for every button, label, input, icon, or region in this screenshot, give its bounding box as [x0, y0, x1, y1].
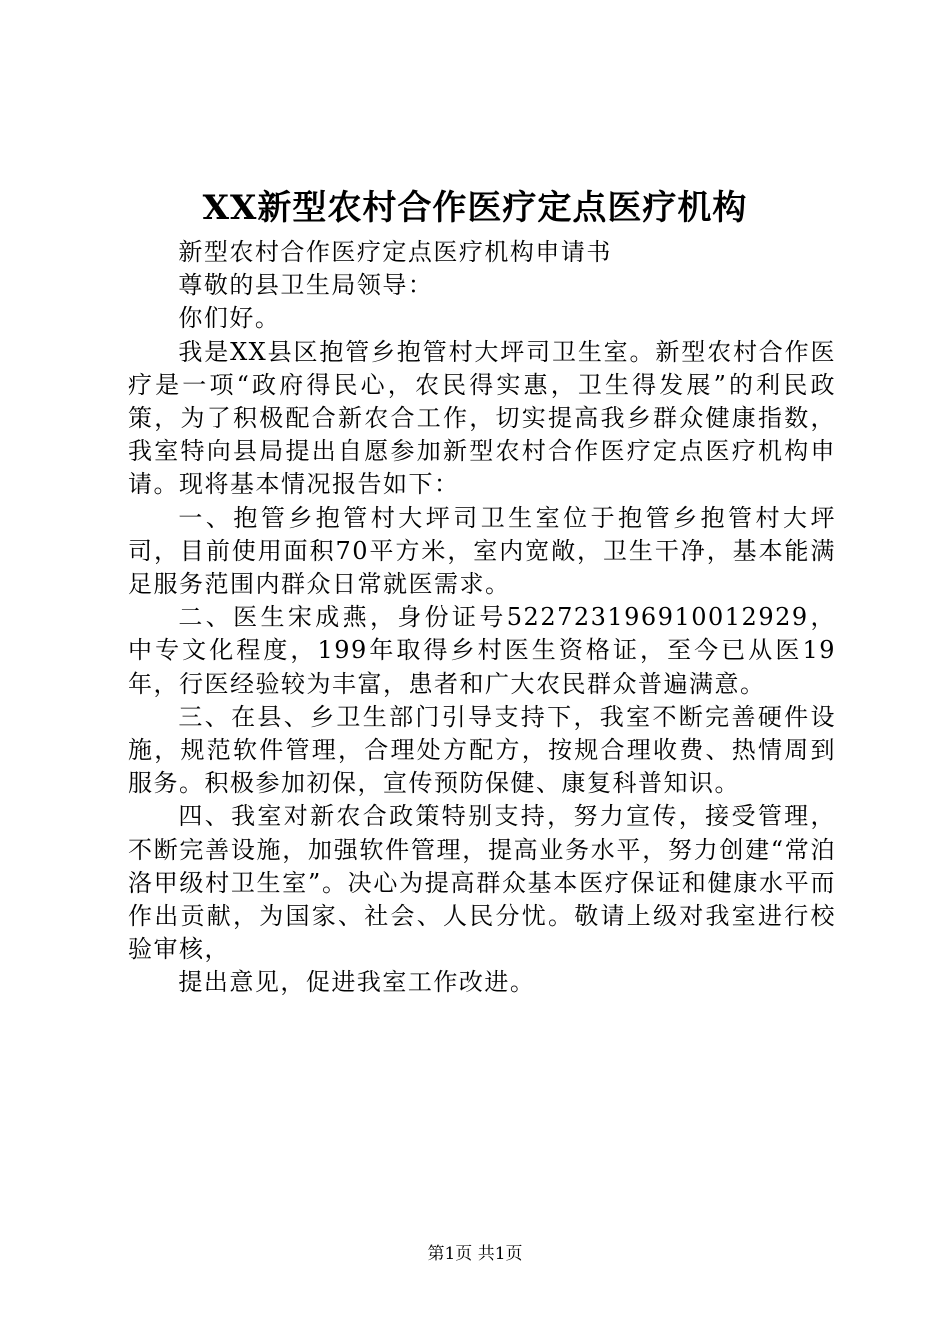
- paragraph-item-1: 一、抱管乡抱管村大坪司卫生室位于抱管乡抱管村大坪司，目前使用面积70平方米，室内宽敞，卫生干净，基本能满足服务范围内群众日常就医需求。: [128, 503, 836, 599]
- paragraph-salutation: 尊敬的县卫生局领导：: [178, 271, 434, 300]
- paragraph-item-4: 四、我室对新农合政策特别支持，努力宣传，接受管理，不断完善设施，加强软件管理，提高业务水平，努力创建“常泊洛甲级村卫生室”。决心为提高群众基本医疗保证和健康水平而作出贡献，为国家、社会、人民分忧。敬请上级对我室进行校验审核，: [128, 802, 836, 964]
- paragraph-intro: 我是XX县区抱管乡抱管村大坪司卫生室。新型农村合作医疗是一项“政府得民心，农民得实惠，卫生得发展”的利民政策，为了积极配合新农合工作，切实提高我乡群众健康指数，我室特向县局提出自愿参加新型农村合作医疗定点医疗机构申请。现将基本情况报告如下：: [128, 337, 836, 499]
- paragraph-greeting: 你们好。: [178, 304, 281, 333]
- paragraph-item-2: 二、医生宋成燕，身份证号522723196910012929，中专文化程度，199年取得乡村医生资格证，至今已从医19年，行医经验较为丰富，患者和广大农民群众普遍满意。: [128, 603, 836, 698]
- page-number-footer: 第1页 共1页: [427, 1244, 523, 1264]
- paragraph-closing: 提出意见，促进我室工作改进。: [178, 968, 536, 997]
- document-body: [128, 236, 836, 1000]
- document-title: XX新型农村合作医疗定点医疗机构: [202, 188, 748, 228]
- paragraph-heading: 新型农村合作医疗定点医疗机构申请书: [178, 238, 612, 266]
- paragraph-item-3: 三、在县、乡卫生部门引导支持下，我室不断完善硬件设施，规范软件管理，合理处方配方，按规合理收费、热情周到服务。积极参加初保，宣传预防保健、康复科普知识。: [128, 702, 836, 798]
